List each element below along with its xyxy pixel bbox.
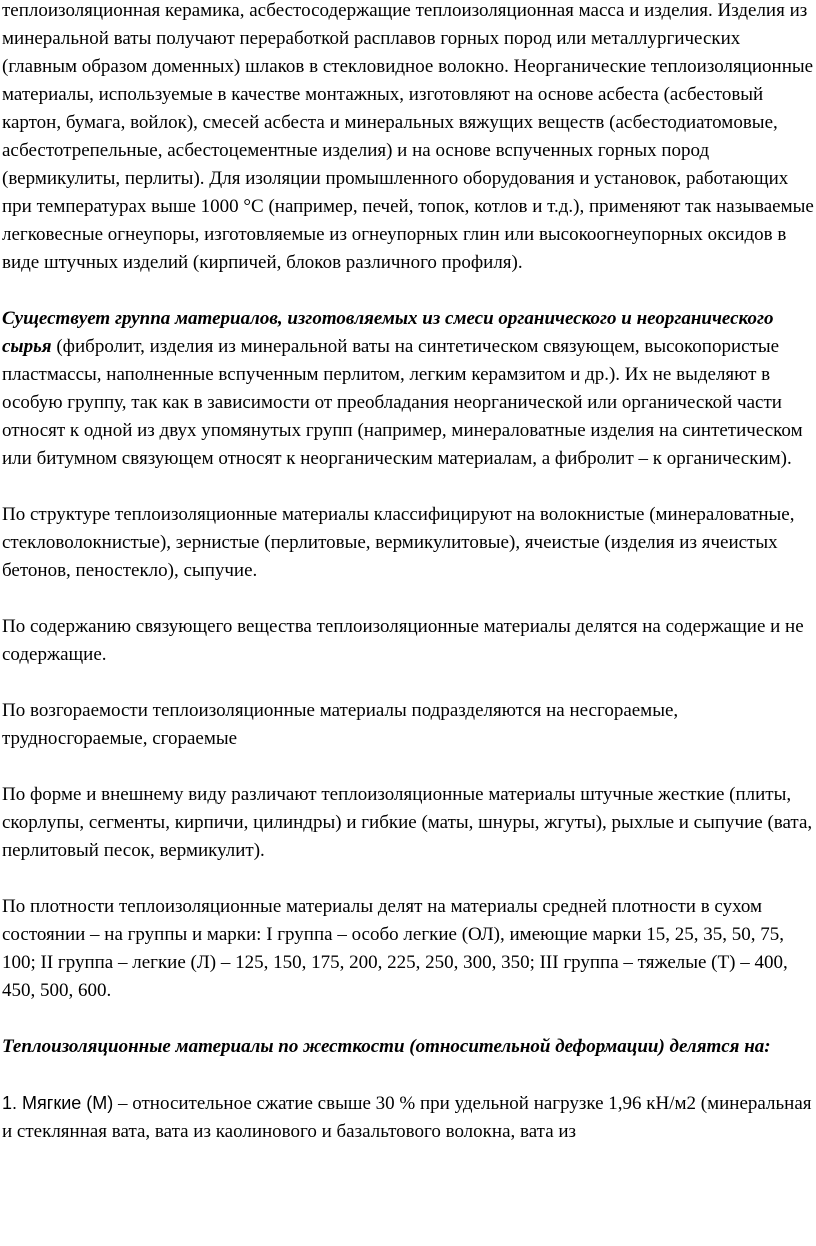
paragraph-binder-classification: По содержанию связующего вещества теплоизоляционные материалы делятся на содержащие и не содержащие. bbox=[2, 616, 804, 665]
soft-materials-text: – относительное сжатие свыше 30 % при удельной нагрузке 1,96 кН/м2 (минеральная и стеклянная вата, вата из каолинового и базальтового волокна, вата из bbox=[2, 1093, 812, 1142]
paragraph-density-classification: По плотности теплоизоляционные материалы делят на материалы средней плотности в сухом состоянии – на группы и марки: I группа – особо легкие (ОЛ), имеющие марки 15, 25, 35, 50, 75, 100; II группа – легкие (Л) – 125, 150, 175, 200, 225, 250, 300, 350; III группа – тяжелые (Т) – 400, 450, 500, 600. bbox=[2, 896, 788, 1001]
list-item-soft-materials bbox=[0, 1089, 816, 1146]
mixed-materials-emphasis: Существует группа материалов, изготовляемых из смеси органического и неорганического сырья bbox=[2, 308, 774, 357]
paragraph-mixed-materials bbox=[0, 305, 816, 473]
paragraph-inorganic-materials: теплоизоляционная керамика, асбестосодержащие теплоизоляционная масса и изделия. Изделия из минеральной ваты получают переработкой расплавов горных пород или металлургических (главным образом доменных) шлаков в стекловидное волокно. Неорганические теплоизоляционные материалы, используемые в качестве монтажных, изготовляют на основе асбеста (асбестовый картон, бумага, войлок), смесей асбеста и минеральных вяжущих веществ (асбестодиатомовые, асбестотрепельные, асбестоцементные изделия) и на основе вспученных горных пород (вермикулиты, перлиты). Для изоляции промышленного оборудования и установок, работающих при температурах выше 1000 °С (например, печей, топок, котлов и т.д.), применяют так называемые легковесные огнеупоры, изготовляемые из огнеупорных глин или высокоогнеупорных оксидов в виде штучных изделий (кирпичей, блоков различного профиля). bbox=[2, 0, 814, 273]
mixed-materials-text: (фибролит, изделия из минеральной ваты на синтетическом связующем, высокопористые пластмассы, наполненные вспученным перлитом, легким керамзитом и др.). Их не выделяют в особую группу, так как в зависимости от преобладания неорганической или органической части относят к одной из двух упомянутых групп (например, минераловатные изделия на синтетическом или битумном связующем относят к неорганическим материалам, а фибролит – к органическим). bbox=[2, 336, 803, 469]
paragraph-structure-classification: По структуре теплоизоляционные материалы классифицируют на волокнистые (минераловатные, стекловолокнистые), зернистые (перлитовые, вермикулитовые), ячеистые (изделия из ячеистых бетонов, пеностекло), сыпучие. bbox=[2, 504, 795, 581]
heading-rigidity-classification: Теплоизоляционные материалы по жесткости (относительной деформации) делятся на: bbox=[2, 1036, 771, 1057]
paragraph-flammability-classification: По возгораемости теплоизоляционные материалы подразделяются на несгораемые, трудносгораемые, сгораемые bbox=[2, 700, 679, 749]
paragraph-shape-classification: По форме и внешнему виду различают теплоизоляционные материалы штучные жесткие (плиты, скорлупы, сегменты, кирпичи, цилиндры) и гибкие (маты, шнуры, жгуты), рыхлые и сыпучие (вата, перлитовый песок, вермикулит). bbox=[2, 784, 813, 861]
soft-materials-lead: 1. Мягкие (М) bbox=[2, 1093, 114, 1113]
